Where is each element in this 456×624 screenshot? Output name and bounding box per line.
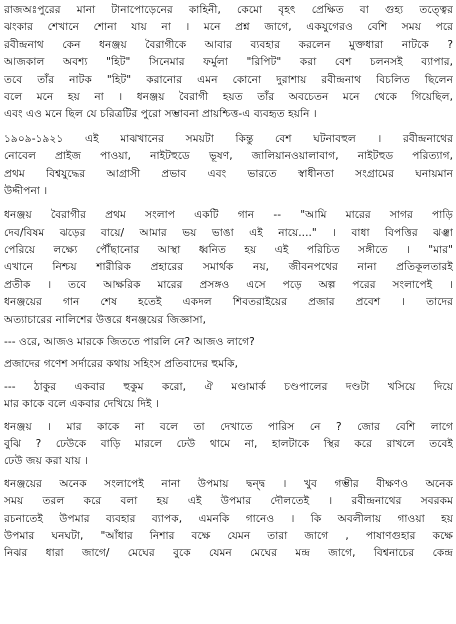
text-line: মার কাকে বলে একবার দেখিয়ে দিই । (4, 398, 159, 411)
text-line: ধনঞ্জয় বৈরাগীর প্রথম সংলাপ একটি গান -- "আমি মারের সাগর পাড়ি (4, 209, 453, 222)
text-line: বুঝি ? ঢেউকে বাড়ি মারলে ঢেউ থামে না, হালটাকে স্থির করে রাখলে তবেই (4, 437, 453, 450)
paragraph-4 (4, 356, 453, 373)
dialogue-3 (4, 419, 453, 471)
text-line: ১৯০৯-১৯২১ এই মাঝখানের সময়টা কিন্তু বেশ ঘটনাবহুল । রবীন্দ্রনাথের (4, 132, 453, 145)
text-line: ঝংকার শেখানে শোনা যায় না । মনে প্রশ্ন জাগে, একযুগেরও বেশি সময় পরে (4, 21, 453, 34)
text-line: ধনঞ্জয়ের গান শেষ হতেই একদল শিবতরাইয়ের প্রজার প্রবেশ । তাদের (4, 296, 453, 309)
text-line: ধনঞ্জয়ের অনেক সংলাপেই নানা উপমায় দ্বন্দ্ব । খুব গম্ভীর বীক্ষণও অনেক (4, 477, 453, 490)
text-line: এখানে নিশ্চয় শারীরিক প্রহারের সমার্থক নয়, জীবনপথের নানা প্রতিকূলতারই (4, 261, 453, 274)
text-line: উপমার ঘনঘটা, "আঁধার নিশার বক্ষে যেমন তারা জাগে , পাষাণগুহার কক্ষে (4, 529, 453, 542)
dialogue-1 (4, 334, 453, 351)
text-line: --- ঠাকুর একবার হুকুম করো, ঐ মণ্ডামার্ক চণ্ডপালের দণ্ডটা খসিয়ে দিয়ে (4, 380, 453, 393)
text-line: তবে তাঁর নাটক "হিট" করানোর এমন কোনো দুরাশায় রবীন্দ্রনাথ বিচলিত ছিলেন (4, 73, 453, 86)
text-line: নোবেল প্রাইজ পাওয়া, নাইটহুডে ভূষণ, জালিয়ানওয়ালাবাগ, নাইটহুড পরিত্যাগ, (4, 150, 453, 163)
paragraph-1 (4, 2, 453, 124)
text-line: প্রথম বিশ্বযুদ্ধের আগ্রাসী প্রভাব এবং ভারতে স্বাধীনতা সংগ্রামের ঘনায়মান (4, 167, 453, 180)
text-line: দেব/বিষম ঝড়ের বায়ে/ আমার ভয় ভাঙা এই নায়ে...." । বাধা বিপত্তির ঝঞ্ঝা (4, 226, 453, 239)
text-line: ধনঞ্জয় । মার কাকে না বলে তা দেখাতে পারিস নে ? জোর বেশি লাগে (4, 420, 453, 433)
text-line: প্রতীক । তবে আক্ষরিক মারের প্রসঙ্গও এসে পড়ে অল্প পরের সংলাপেই । (4, 278, 453, 291)
dialogue-2 (4, 379, 453, 414)
paragraph-5 (4, 476, 453, 563)
text-line: আজকাল অবশ্য "হিট" সিনেমার ফর্মুলা "রিপিট" করা বেশ চলনসই ব্যাপার, (4, 56, 453, 69)
text-line: অত্যাচারের নালিশের উত্তরে ধনঞ্জয়ের জিজ্ঞাসা, (4, 313, 207, 326)
text-line: রাজঅঃপুরের মানা টানাপোড়েনের কাহিনী, কেমো বৃহৎ প্রেক্ষিত বা গুহ্য তত্ত্বের (4, 4, 453, 16)
text-line: নিঝর ধারা জাগে/ মেঘের বুকে যেমন মেঘের মন্দ্র জাগে, বিশ্বনাচের কেন্দ্র (4, 547, 453, 560)
text-line: রবীন্দ্রনাথ কেন ধনঞ্জয় বৈরাগীকে আবার ব্যবহার করলেন মুক্তধারা নাটকে ? (4, 38, 453, 51)
text-line: সময় তরল করে বলা হয় এই উপমার দৌলতেই । রবীন্দ্রনাথের সবরকম (4, 495, 453, 508)
paragraph-3 (4, 207, 453, 329)
paragraph-gap (4, 200, 453, 207)
text-line: উদ্দীপনা । (4, 184, 48, 197)
paragraph-2 (4, 131, 453, 201)
paragraph-gap (4, 124, 453, 131)
text-line: প্রজাদের গণেশ সর্দারের কথায় সহিংস প্রতিবাদের হুমকি, (4, 358, 239, 371)
text-line: --- ওরে, আজও মারকে জিততে পারলি নে? আজও লাগে? (4, 336, 255, 349)
text-line: ঢেউ জয় করা যায় । (4, 455, 88, 468)
text-line: রচনাতেই উপমার ব্যবহার ব্যাপক, এমনকি গানেও । কি অবলীলায় গাওয়া হয় (4, 512, 453, 525)
text-line: এবং এও মনে ছিল যে চরিত্রটির পুরো সম্ভাবনা প্রায়শ্চিত্ত-এ ব্যবহৃত হয়নি । (4, 108, 317, 121)
text-line: বলে মনে হয় না । ধনঞ্জয় বৈরাগী হয়ত তাঁর অবচেতন মনে থেকে গিয়েছিল, (4, 90, 453, 103)
text-line: পেরিয়ে লক্ষ্যে পৌঁছানোর আস্থা ধ্বনিত হয় এই পরিচিত সঙ্গীতে । "মার" (4, 244, 453, 257)
